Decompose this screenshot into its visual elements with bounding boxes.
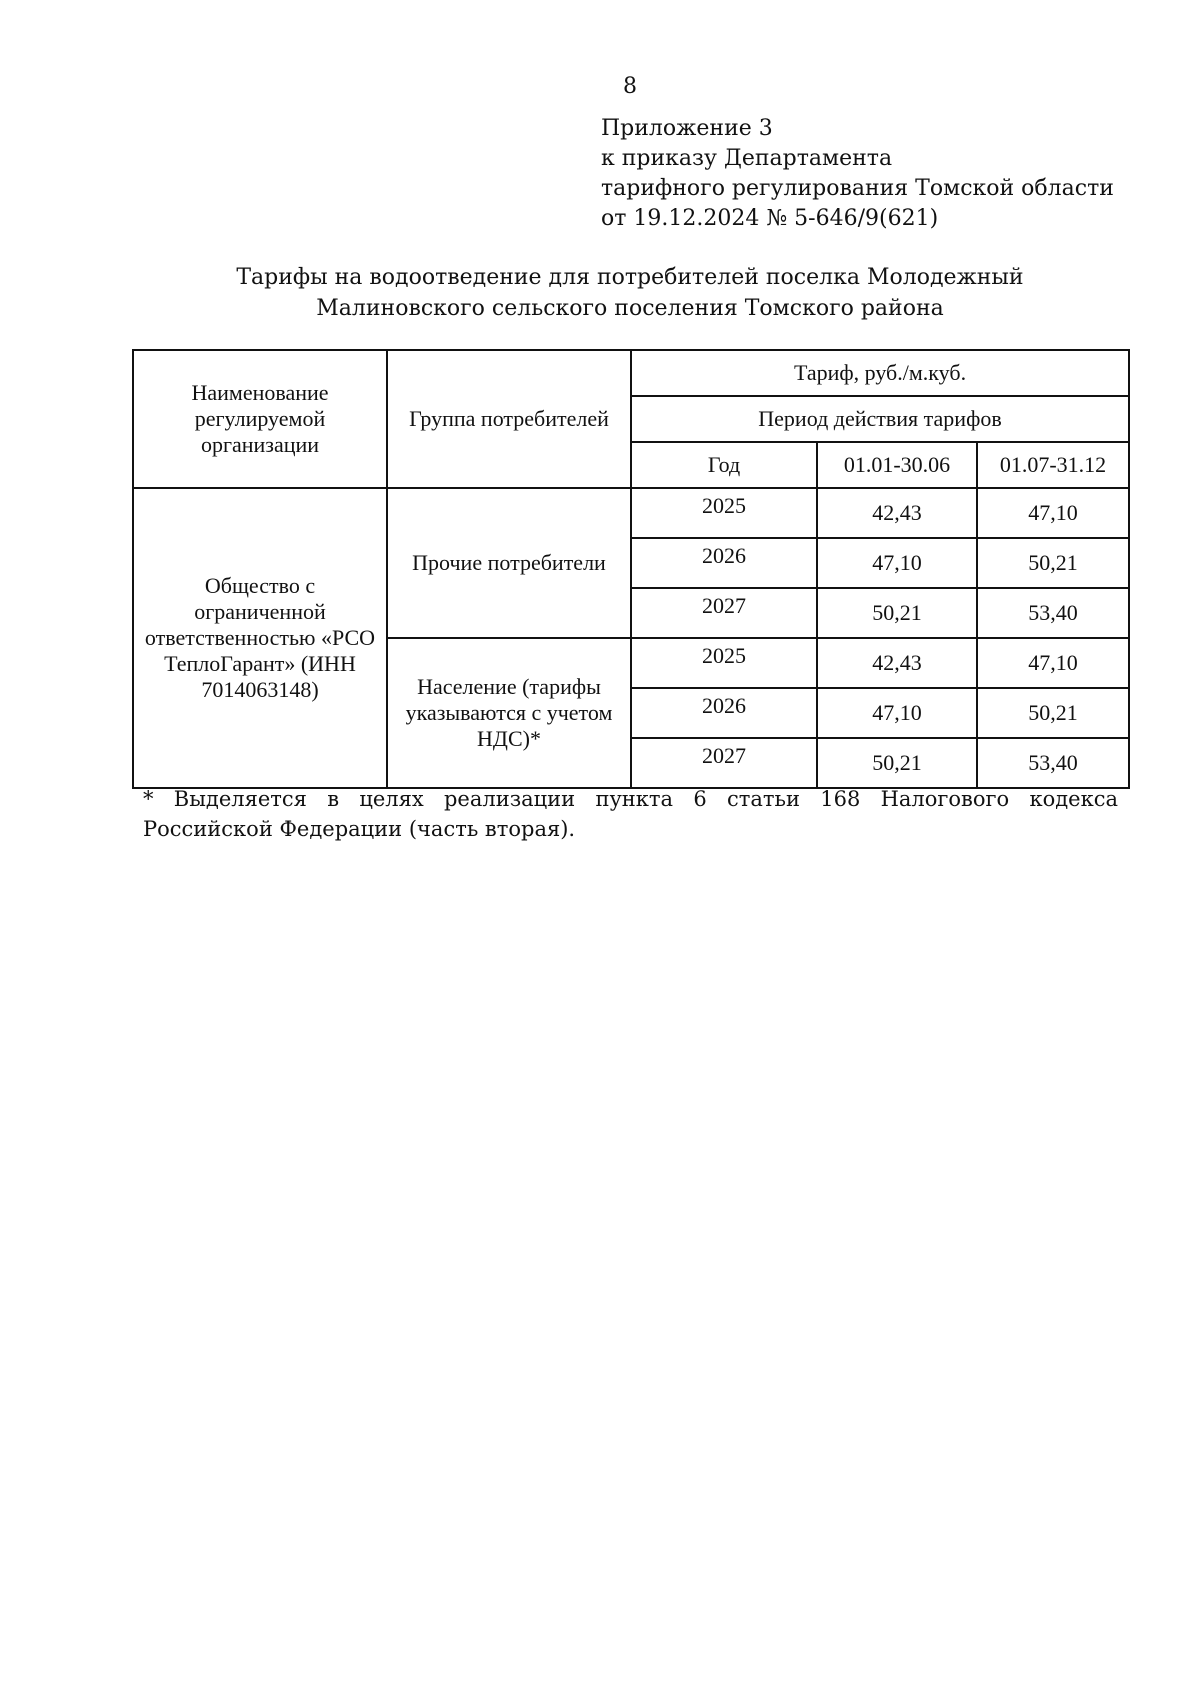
tariff-h2-value: 47,10 xyxy=(1028,650,1078,675)
header-org xyxy=(133,350,387,488)
header-half-2 xyxy=(977,442,1129,488)
tariff-h2-cell xyxy=(977,538,1129,588)
footnote: * Выделяется в целях реализации пункта 6 статьи 168 Налогового кодекса Российской Федерации (часть вторая). xyxy=(143,787,1118,841)
appendix-line-1: Приложение 3 xyxy=(601,116,773,141)
year-cell xyxy=(631,688,817,738)
tariff-h1-cell xyxy=(817,688,977,738)
header-tariff xyxy=(631,350,1129,396)
header-tariff-label: Тариф, руб./м.куб. xyxy=(793,360,967,385)
tariff-h1-cell xyxy=(817,538,977,588)
tariff-h2-value: 50,21 xyxy=(1028,700,1078,725)
year-cell xyxy=(631,488,817,538)
header-period xyxy=(631,396,1129,442)
tariff-h1-value: 50,21 xyxy=(872,600,922,625)
tariff-h1-cell xyxy=(817,738,977,788)
tariff-h1-value: 42,43 xyxy=(872,650,922,675)
tariff-h2-cell xyxy=(977,638,1129,688)
tariff-h2-value: 50,21 xyxy=(1028,550,1078,575)
group-name: Прочие потребители xyxy=(412,550,606,575)
title-line-2: Малиновского сельского поселения Томского района xyxy=(316,296,944,321)
year-cell xyxy=(631,588,817,638)
year-value: 2026 xyxy=(702,693,746,718)
year-cell xyxy=(631,538,817,588)
header-year-label: Год xyxy=(707,452,741,477)
tariff-h1-value: 47,10 xyxy=(872,700,922,725)
year-value: 2026 xyxy=(702,543,746,568)
tariff-h2-value: 53,40 xyxy=(1028,600,1078,625)
header-half-2-label: 01.07-31.12 xyxy=(999,452,1107,477)
appendix-line-2: к приказу Департамента xyxy=(601,146,893,171)
group-cell xyxy=(387,638,631,788)
tariff-h2-cell xyxy=(977,688,1129,738)
tariff-h2-cell xyxy=(977,488,1129,538)
year-value: 2027 xyxy=(702,743,746,768)
header-half-1 xyxy=(817,442,977,488)
appendix-block xyxy=(601,114,1114,234)
tariff-h2-cell xyxy=(977,738,1129,788)
appendix-line-3: тарифного регулирования Томской области xyxy=(601,176,1114,201)
page-number: 8 xyxy=(623,74,637,99)
document-title xyxy=(0,262,1200,324)
tariff-h1-value: 47,10 xyxy=(872,550,922,575)
tariff-h1-cell xyxy=(817,488,977,538)
tariff-h1-value: 50,21 xyxy=(872,750,922,775)
table-row xyxy=(133,488,1129,538)
tariff-h2-cell xyxy=(977,588,1129,638)
header-group-label: Группа потребителей xyxy=(409,406,609,431)
tariff-h1-cell xyxy=(817,588,977,638)
year-value: 2025 xyxy=(702,493,746,518)
header-period-label: Период действия тарифов xyxy=(758,406,1002,431)
tariff-h2-value: 53,40 xyxy=(1028,750,1078,775)
year-value: 2025 xyxy=(702,643,746,668)
header-year xyxy=(631,442,817,488)
appendix-line-4: от 19.12.2024 № 5-646/9(621) xyxy=(601,206,939,231)
tariff-h2-value: 47,10 xyxy=(1028,500,1078,525)
header-org-label: Наименование регулируемой организации xyxy=(191,380,329,457)
header-half-1-label: 01.01-30.06 xyxy=(843,452,951,477)
tariff-h1-value: 42,43 xyxy=(872,500,922,525)
year-cell xyxy=(631,738,817,788)
organization-name: Общество с ограниченной ответственностью «РСО ТеплоГарант» (ИНН 7014063148) xyxy=(144,573,376,702)
tariff-h1-cell xyxy=(817,638,977,688)
group-cell xyxy=(387,488,631,638)
organization-cell xyxy=(133,488,387,788)
tariff-table xyxy=(132,349,1130,789)
title-line-1: Тарифы на водоотведение для потребителей поселка Молодежный xyxy=(236,265,1024,290)
header-row-1 xyxy=(133,350,1129,396)
year-cell xyxy=(631,638,817,688)
header-group xyxy=(387,350,631,488)
group-name: Население (тарифы указываются с учетом НДС)* xyxy=(405,674,613,751)
year-value: 2027 xyxy=(702,593,746,618)
